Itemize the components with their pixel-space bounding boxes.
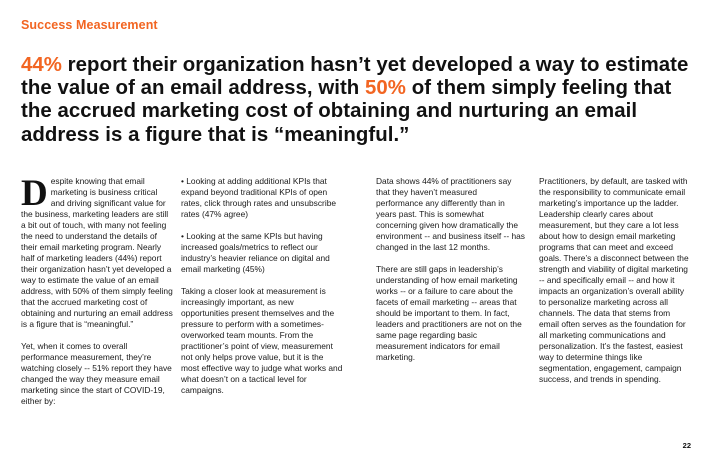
page-number: 22 bbox=[682, 441, 691, 450]
paragraph: There are still gaps in leadership’s understanding of how email marketing works -- or a failure to care about the facets of email marketing -- areas that should be important to them. In fact, leaders and practitioners are not on the same page regarding basic measurement indicators for email marketing. bbox=[376, 264, 522, 362]
bullet-item: • Looking at the same KPIs but having increased goals/metrics to reflect our industry’s heavier reliance on digital and email marketing (45%) bbox=[181, 231, 330, 274]
paragraph: Taking a closer look at measurement is increasingly important, as new opportunities present themselves and the pressure to perform with a sometimes-overworked team mounts. From the practitioner’s point of view, measurement not only helps prove value, but it is the most effective way to judge what works and what doesn’t on a tactical level for campaigns. bbox=[181, 286, 343, 395]
headline bbox=[21, 54, 701, 147]
paragraph bbox=[21, 173, 173, 330]
column-4 bbox=[539, 176, 691, 396]
section-title: Success Measurement bbox=[21, 18, 158, 32]
paragraph-text: espite knowing that email marketing is business critical and driving significant value for the business, marketing leaders are still a bit out of touch, with many not feeling the need to understand the details of their email marketing program. Nearly half of marketing leaders (44%) report their organization hasn’t yet developed a way to estimate the value of an email address, with 50% of them simply feeling that the accrued marketing cost of obtaining and nurturing an email address is a figure that is “meaningful.” bbox=[21, 176, 173, 329]
column-3 bbox=[376, 176, 526, 374]
column-2 bbox=[181, 176, 343, 407]
paragraph: Practitioners, by default, are tasked with the responsibility to communicate email marketing’s importance up the ladder. Leadership clearly cares about measurement, but they care a lot less about how to design email marketing programs that can meet and exceed goals. There’s a disconnect between the strength and viability of digital marketing -- and specifically email -- and how it impacts an organization’s overall ability to personalize marketing across all channels. The data that stems from email often serves as the foundation for all marketing communications and personalization. It’s the fastest, easiest way to determine things like segmentation, engagement, campaign success, and trends in spending. bbox=[539, 176, 689, 384]
paragraph: Yet, when it comes to overall performance measurement, they’re watching closely -- 51% report they have changed the way they measure email marketing since the start of COVID-19, either by: bbox=[21, 341, 172, 406]
headline-stat-44: 44% bbox=[21, 54, 62, 76]
column-1 bbox=[21, 173, 173, 418]
bullet-item: • Looking at adding additional KPIs that expand beyond traditional KPIs of open rates, click through rates and unsubscribe rates (47% agree) bbox=[181, 176, 337, 219]
headline-stat-50: 50% bbox=[365, 77, 406, 100]
drop-cap: D bbox=[21, 173, 48, 214]
headline-text-1: report their organization hasn’t yet developed a way to estimate the value of an email address, with bbox=[21, 54, 689, 100]
paragraph: Data shows 44% of practitioners say that they haven’t measured performance any differently than in years past. This is somewhat concerning given how dramatically the environment -- and business itself -- has changed in the last 12 months. bbox=[376, 176, 525, 252]
headline-text-2: of them simply feeling that the accrued marketing cost of obtaining and nurturing an email address is a figure that is “meaningful.” bbox=[21, 77, 672, 146]
